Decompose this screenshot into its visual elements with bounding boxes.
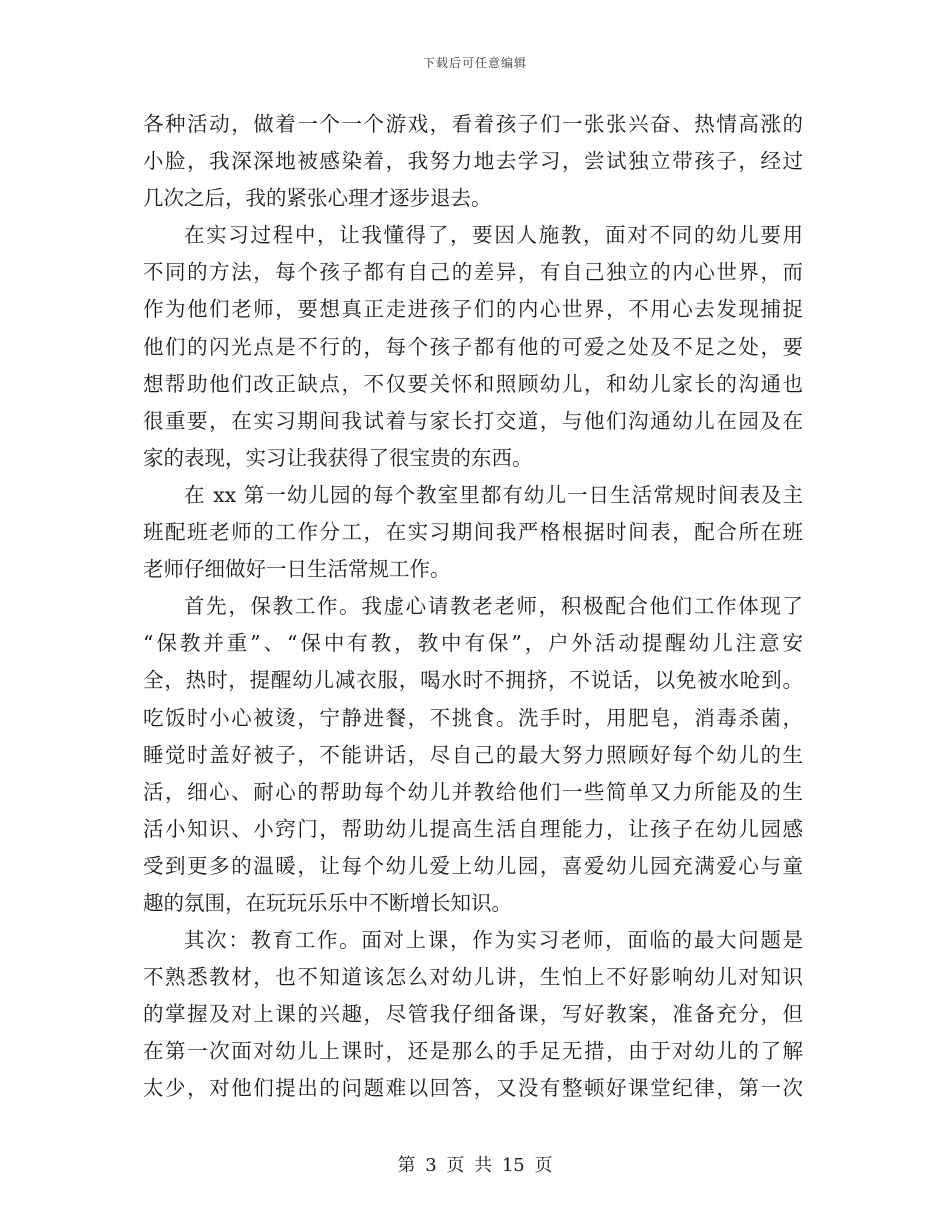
text-line: 其次：教育工作。面对上课，作为实习老师，面临的最大问题是 xyxy=(184,928,803,953)
text-line: 各种活动，做着一个一个游戏，看着孩子们一张张兴奋、热情高涨的 xyxy=(143,112,803,136)
text-line: “保教并重”、“保中有教，教中有保”，户外活动提醒幼儿注意安 xyxy=(143,631,803,656)
text-line: 太少，对他们提出的问题难以回答，又没有整顿好课堂纪律，第一次 xyxy=(143,1076,803,1101)
text-line: 受到更多的温暖，让每个幼儿爱上幼儿园，喜爱幼儿园充满爱心与童 xyxy=(143,853,803,878)
text-line: 活小知识、小窍门，帮助幼儿提高生活自理能力，让孩子在幼儿园感 xyxy=(143,816,803,841)
text-line: 睡觉时盖好被子，不能讲话，尽自己的最大努力照顾好每个幼儿的生 xyxy=(143,742,803,767)
text-line: 在第一次面对幼儿上课时，还是那么的手足无措，由于对幼儿的了解 xyxy=(143,1039,803,1064)
text-line: 趣的氛围，在玩玩乐乐中不断增长知识。 xyxy=(143,890,512,915)
text-line: 不熟悉教材，也不知道该怎么对幼儿讲，生怕上不好影响幼儿对知识 xyxy=(143,965,803,990)
text-line: 首先，保教工作。我虚心请教老老师，积极配合他们工作体现了 xyxy=(184,594,803,619)
text-line: 活，细心、耐心的帮助每个幼儿并教给他们一些简单又力所能及的生 xyxy=(143,779,803,804)
text-line: 作为他们老师，要想真正走进孩子们的内心世界，不用心去发现捕捉 xyxy=(143,297,803,322)
text-line: 不同的方法，每个孩子都有自己的差异，有自己独立的内心世界，而 xyxy=(143,260,803,285)
text-line: 想帮助他们改正缺点，不仅要关怀和照顾幼儿，和幼儿家长的沟通也 xyxy=(143,371,803,396)
text-line: 小脸，我深深地被感染着，我努力地去学习，尝试独立带孩子，经过 xyxy=(143,149,803,174)
text-line: 几次之后，我的紧张心理才逐步退去。 xyxy=(143,186,492,211)
page-header: 下载后可任意编辑 xyxy=(422,56,527,70)
text-line: 的掌握及对上课的兴趣，尽管我仔细备课，写好教案，准备充分，但 xyxy=(143,1002,803,1027)
text-line: 家的表现，实习让我获得了很宝贵的东西。 xyxy=(143,445,533,470)
document-body xyxy=(143,106,803,1108)
text-line: 班配班老师的工作分工，在实习期间我严格根据时间表，配合所在班 xyxy=(143,520,803,545)
text-line: 全，热时，提醒幼儿减衣服，喝水时不拥挤，不说话，以免被水呛到。 xyxy=(143,668,803,693)
text-line: 很重要，在实习期间我试着与家长打交道，与他们沟通幼儿在园及在 xyxy=(143,408,803,433)
text-line: 在实习过程中，让我懂得了，要因人施教，面对不同的幼儿要用 xyxy=(184,223,803,248)
text-line: 在 xx 第一幼儿园的每个教室里都有幼儿一日生活常规时间表及主 xyxy=(184,482,803,507)
text-line: 他们的闪光点是不行的，每个孩子都有他的可爱之处及不足之处，要 xyxy=(143,334,803,359)
page-number-footer: 第 3 页 共 15 页 xyxy=(397,1155,553,1176)
text-line: 吃饭时小心被烫，宁静进餐，不挑食。洗手时，用肥皂，消毒杀菌， xyxy=(143,705,803,730)
text-line: 老师仔细做好一日生活常规工作。 xyxy=(143,557,451,582)
